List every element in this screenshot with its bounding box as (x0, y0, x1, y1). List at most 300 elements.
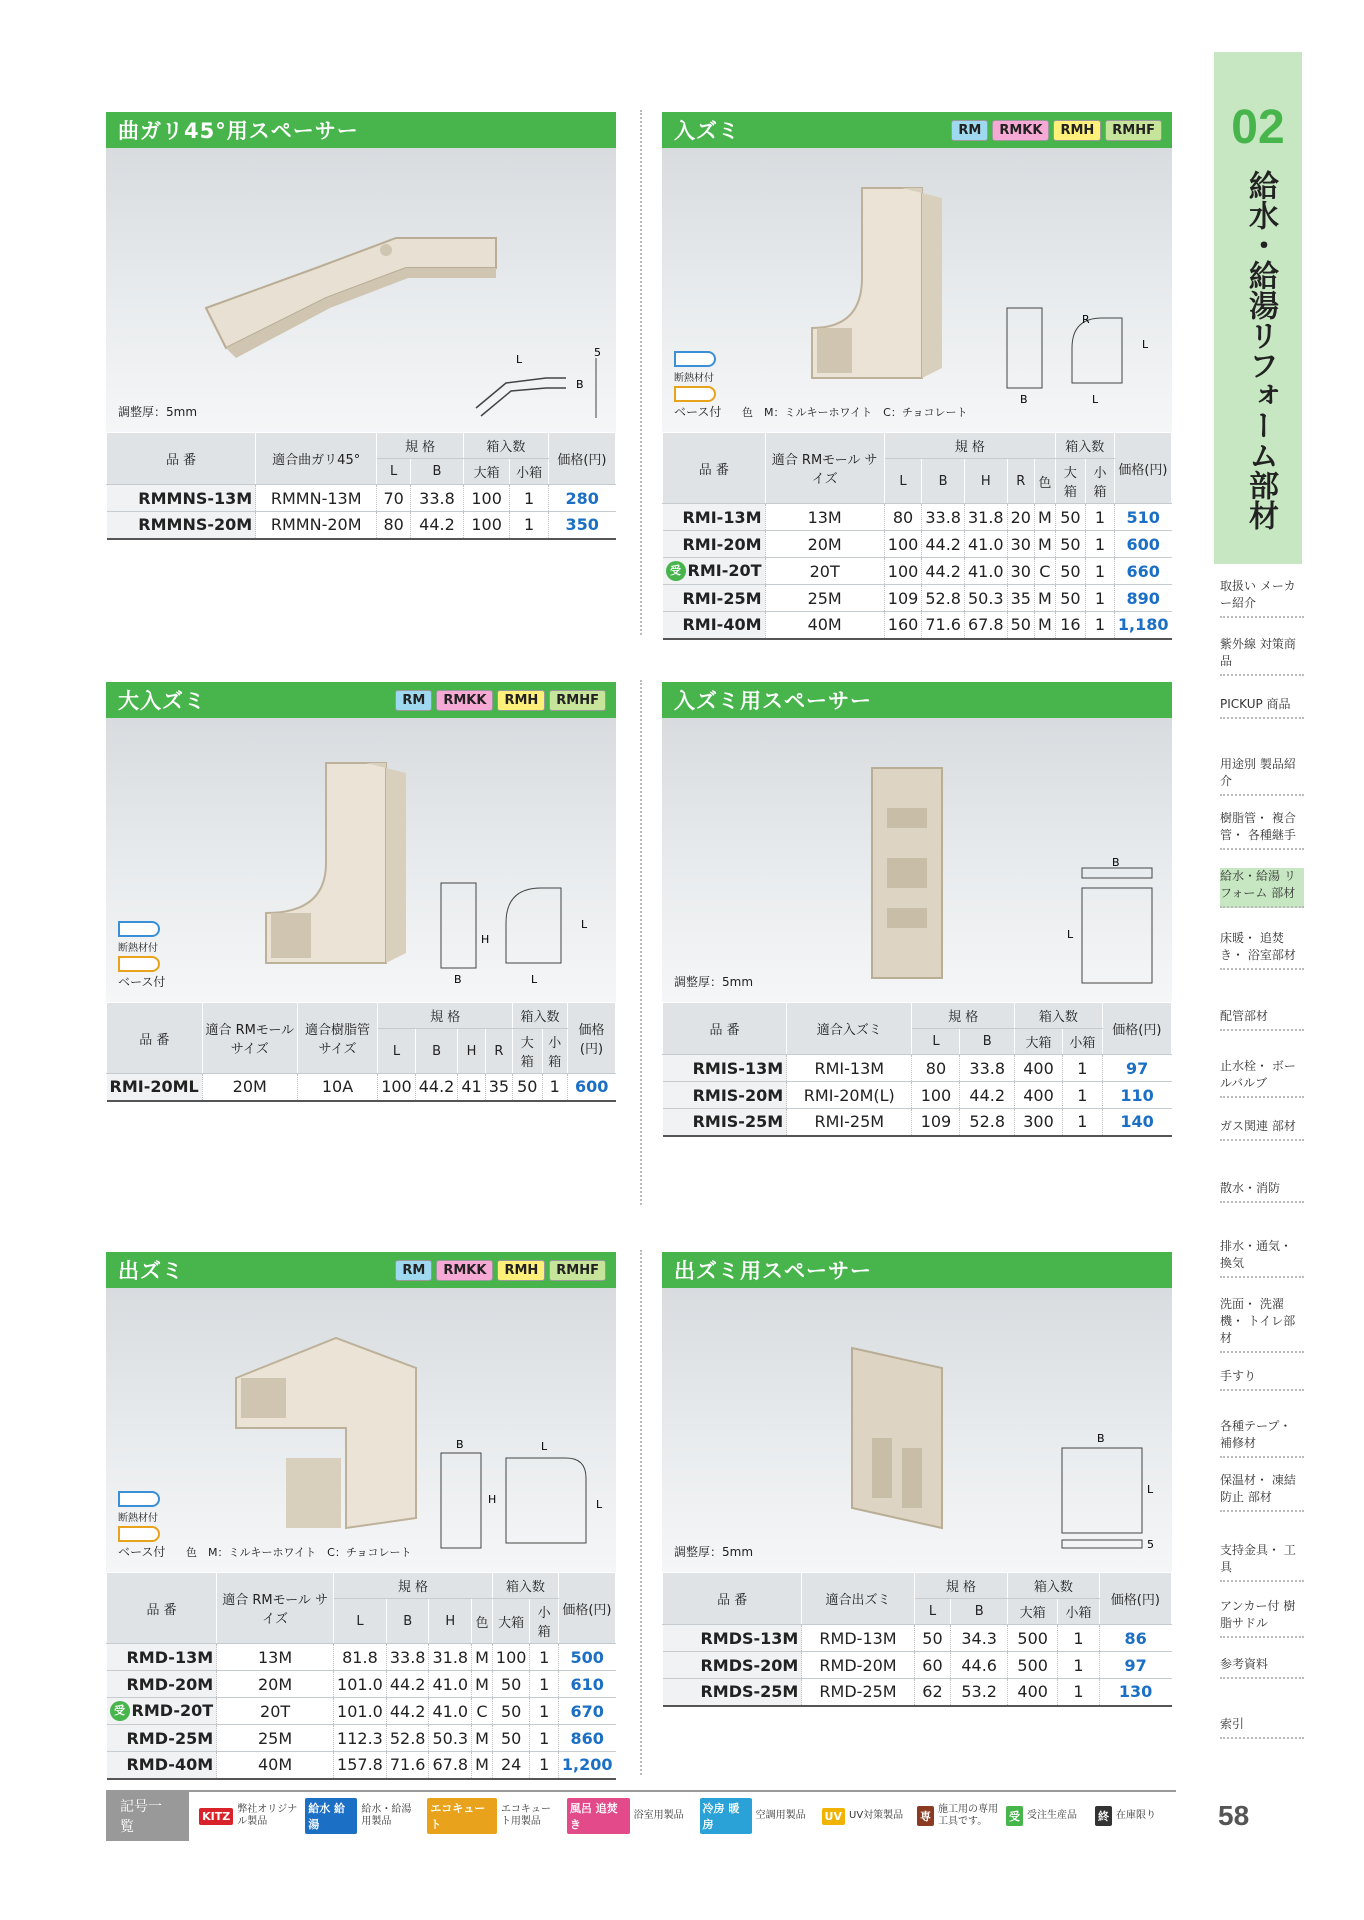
cell-value: 1 (549, 1077, 560, 1097)
sidebar-nav-item[interactable]: 参考資料 (1220, 1656, 1304, 1679)
table-cell (922, 558, 965, 585)
footer-symbol-item (567, 1798, 692, 1834)
cell-value: RMI-25M (814, 1112, 885, 1132)
cell-value: RMIS-20M (692, 1085, 784, 1105)
svg-text:B: B (454, 973, 462, 986)
price-cell (1102, 1109, 1171, 1136)
col-L: L (912, 1029, 960, 1055)
table-cell (802, 1652, 914, 1679)
col-spec: 規 格 (378, 1003, 513, 1029)
legend (118, 1489, 160, 1544)
badge-rm: RM (951, 120, 988, 141)
product-code-cell (107, 1644, 217, 1671)
table-cell (914, 1679, 951, 1706)
section-title: 曲ガリ45°用スペーサー (118, 119, 359, 143)
spec-table (662, 432, 1172, 640)
cell-value: 130 (1118, 1682, 1153, 1702)
section-header (106, 682, 616, 718)
cell-value: 67.8 (967, 615, 1004, 635)
table-cell (492, 1725, 530, 1752)
series-badges (951, 120, 1162, 141)
svg-text:H: H (481, 933, 490, 946)
col-size: 適合 RMモール サイズ (217, 1573, 334, 1644)
cell-value: 13M (807, 507, 842, 527)
table-cell (912, 1109, 960, 1136)
cell-value: 50 (1060, 534, 1081, 554)
table-cell (1014, 1082, 1062, 1109)
section-title: 大入ズミ (118, 689, 206, 713)
table-cell (951, 1625, 1008, 1652)
col-big: 大箱 (492, 1599, 530, 1644)
footer-symbol-item (822, 1798, 909, 1834)
table-cell (429, 1752, 472, 1779)
footer-items (199, 1798, 1176, 1834)
cell-value: 510 (1126, 507, 1160, 527)
cell-value: M (1037, 507, 1052, 527)
product-code-cell (663, 1679, 802, 1706)
badge-rmh: RMH (497, 1260, 545, 1281)
footer-symbol-text: エコキュート用製品 (500, 1804, 551, 1827)
table-cell (1014, 1055, 1062, 1082)
table-row (107, 1074, 616, 1101)
cell-value: 50 (501, 1728, 522, 1748)
table-body (107, 1074, 616, 1101)
cell-value: 101.0 (337, 1701, 383, 1721)
footer-symbol-item (305, 1798, 419, 1834)
cell-value: 1 (1073, 1628, 1084, 1648)
cell-value: 62 (922, 1682, 943, 1702)
table-cell (334, 1752, 387, 1779)
cell-value: RMD-20M (126, 1674, 214, 1694)
table-cell (1007, 585, 1034, 612)
section-irizumi (662, 112, 1172, 640)
footer-symbol-text: UV対策製品 (849, 1810, 904, 1821)
col-spec: 規 格 (884, 433, 1055, 459)
table-cell (1034, 531, 1055, 558)
footer-symbol-text: 浴室用製品 (633, 1810, 684, 1821)
col-price: 価格(円) (1114, 433, 1171, 504)
col-big: 大箱 (513, 1029, 542, 1074)
price-cell (558, 1698, 615, 1725)
footer-symbol-item (427, 1798, 559, 1834)
col-H: H (458, 1029, 485, 1074)
cell-value: RMD-20M (819, 1655, 897, 1675)
table-row (107, 1644, 616, 1671)
table-cell (1008, 1679, 1058, 1706)
cell-value: 1 (1073, 1655, 1084, 1675)
table-row (107, 1752, 616, 1779)
footer-symbol-icon: KITZ (199, 1808, 233, 1825)
cell-value: 35 (488, 1077, 510, 1097)
cell-value: RMI-40M (682, 615, 762, 635)
table-cell (217, 1671, 334, 1698)
footer-symbol-text: 施工用の専用工具です。 (938, 1804, 998, 1827)
table-cell (1014, 1109, 1062, 1136)
footer-symbol-text: 給水・給湯用製品 (361, 1804, 412, 1827)
footer-symbol-icon: UV (822, 1808, 845, 1825)
col-box: 箱入数 (1055, 433, 1114, 459)
table-cell (530, 1644, 558, 1671)
dimension-drawing (436, 868, 606, 988)
table-cell (386, 1644, 429, 1671)
cell-value: 1,180 (1117, 615, 1169, 635)
table-cell (429, 1698, 472, 1725)
sidebar-nav-item[interactable]: 支持金具・ 工具 (1220, 1542, 1304, 1582)
cell-value: 70 (383, 488, 404, 508)
cell-value: 600 (1126, 534, 1160, 554)
cell-value: 25M (807, 588, 842, 608)
sidebar-nav-item[interactable]: 止水栓・ ボールバルブ (1220, 1058, 1304, 1098)
cell-value: 50.3 (432, 1728, 469, 1748)
cell-value: 13M (258, 1647, 293, 1667)
footer-heading: 記号一覧 (106, 1791, 189, 1841)
col-R: R (485, 1029, 512, 1074)
dimension-drawing (1062, 858, 1162, 988)
base-swatch (674, 386, 716, 402)
col-spec: 規 格 (377, 433, 464, 459)
cell-value: 41.0 (967, 534, 1004, 554)
cell-value: M (475, 1755, 489, 1775)
col-L: L (884, 459, 922, 504)
series-badges (395, 690, 606, 711)
spec-table (106, 1002, 616, 1102)
cell-value: C (1039, 561, 1051, 581)
svg-text:B: B (1020, 393, 1028, 406)
cell-value: 1 (1094, 534, 1106, 554)
cell-value: 20M (258, 1674, 293, 1694)
section-header (662, 112, 1172, 148)
color-note: 色 M：ミルキーホワイト C：チョコレート (742, 406, 968, 419)
cell-value: RMDS-20M (700, 1655, 799, 1675)
cell-value: 44.2 (389, 1674, 426, 1694)
product-illustration (862, 758, 952, 988)
table-cell (386, 1752, 429, 1779)
section-header (662, 682, 1172, 718)
product-code-cell (107, 1752, 217, 1779)
cell-value: 50 (1010, 615, 1031, 635)
table-cell (922, 612, 965, 639)
cell-value: 80 (383, 515, 404, 535)
badge-rmh: RMH (497, 690, 545, 711)
cell-value: 1 (1094, 507, 1106, 527)
cell-value: 97 (1125, 1058, 1149, 1078)
cell-value: 71.6 (389, 1755, 426, 1775)
table-cell (217, 1644, 334, 1671)
footer-symbol-text: 受注生産品 (1027, 1810, 1077, 1821)
product-photo (106, 718, 616, 1002)
cell-value: 109 (887, 588, 919, 608)
table-cell (463, 485, 510, 512)
table-cell (912, 1055, 960, 1082)
table-row (107, 1671, 616, 1698)
col-price: 価格(円) (558, 1573, 615, 1644)
col-B: B (386, 1599, 429, 1644)
sidebar-nav-item[interactable]: 保温材・ 凍結防止 部材 (1220, 1472, 1304, 1512)
table-cell (530, 1671, 558, 1698)
cell-value: 53.2 (961, 1682, 997, 1702)
sidebar-nav-item[interactable]: 排水・通気・ 換気 (1220, 1238, 1304, 1278)
cell-value: 1,200 (561, 1755, 613, 1775)
table-cell (884, 531, 922, 558)
table-cell (964, 558, 1007, 585)
col-spec: 規 格 (912, 1003, 1015, 1029)
product-photo (662, 1288, 1172, 1572)
insulated-swatch (118, 921, 160, 937)
table-cell (1058, 1679, 1099, 1706)
table-cell (492, 1752, 530, 1779)
table-cell (951, 1679, 1008, 1706)
table-row (107, 512, 616, 539)
col-H: H (964, 459, 1007, 504)
base-label: ベース付 (674, 405, 722, 419)
table-cell (334, 1725, 387, 1752)
table-cell (1055, 585, 1085, 612)
cell-value: RMMNS-13M (138, 488, 253, 508)
col-R: R (1007, 459, 1034, 504)
cell-value: RMD-40M (126, 1755, 214, 1775)
sidebar-nav-item[interactable]: 樹脂管・ 複合管・ 各種継手 (1220, 810, 1304, 850)
cell-value: 100 (495, 1647, 527, 1667)
col-L: L (914, 1599, 951, 1625)
section-title: 出ズミ用スペーサー (674, 1259, 872, 1283)
table-cell (765, 612, 884, 639)
col-B: B (960, 1029, 1015, 1055)
table-cell (884, 504, 922, 531)
cell-value: 41.0 (432, 1674, 469, 1694)
cell-value: 10A (321, 1077, 354, 1097)
table-cell (1063, 1055, 1103, 1082)
table-row (663, 1652, 1172, 1679)
cell-value: 20T (809, 561, 840, 581)
dimension-drawing (1052, 1428, 1162, 1558)
cell-value: 20M (232, 1077, 267, 1097)
cell-value: 52.8 (925, 588, 961, 608)
cell-value: 1 (1073, 1682, 1084, 1702)
cell-value: 80 (892, 507, 914, 527)
table-body (663, 1055, 1172, 1136)
sidebar-nav-item[interactable]: 配管部材 (1220, 1008, 1304, 1031)
table-cell (510, 512, 548, 539)
cell-value: 50.3 (967, 588, 1004, 608)
svg-text:L: L (1142, 338, 1149, 351)
price-cell (1114, 585, 1171, 612)
cell-value: 60 (922, 1655, 943, 1675)
made-to-order-icon: 受 (110, 1701, 130, 1721)
cell-value: RMI-20M (682, 534, 762, 554)
cell-value: 41.0 (432, 1701, 469, 1721)
footer-symbol-icon: 給水 給湯 (305, 1798, 357, 1834)
col-color: 色 (472, 1599, 493, 1644)
sidebar-nav-item[interactable]: 紫外線 対策商品 (1220, 636, 1304, 676)
cell-value: RMD-25M (126, 1728, 214, 1748)
sidebar-nav-item[interactable]: 用途別 製品紹介 (1220, 756, 1304, 796)
product-illustration (216, 1318, 446, 1538)
cell-value: 300 (1023, 1112, 1054, 1132)
cell-value: 44.2 (969, 1085, 1006, 1105)
table-cell (377, 485, 411, 512)
footer-symbol-text: 在庫限り (1116, 1810, 1156, 1821)
col-box: 箱入数 (1008, 1573, 1100, 1599)
insulated-label: 断熱材付 (118, 1513, 158, 1524)
table-cell (964, 612, 1007, 639)
cell-value: 35 (1010, 588, 1031, 608)
svg-text:L: L (541, 1440, 548, 1453)
cell-value: 1 (1077, 1112, 1088, 1132)
product-code-cell (107, 1725, 217, 1752)
footer-symbol-item (1006, 1798, 1087, 1834)
table-cell (884, 585, 922, 612)
col-price: 価格(円) (1102, 1003, 1171, 1055)
sidebar-nav-item[interactable]: 床暖・ 追焚き・ 浴室部材 (1220, 930, 1304, 970)
footer-symbol-item (917, 1798, 998, 1834)
sidebar-nav-item[interactable]: 取扱い メーカー紹介 (1220, 578, 1304, 618)
col-small: 小箱 (1086, 459, 1115, 504)
product-code-cell (107, 1074, 203, 1101)
product-photo (106, 1288, 616, 1572)
cell-value: 20T (260, 1701, 291, 1721)
table-cell (1034, 585, 1055, 612)
cell-value: 400 (1017, 1682, 1048, 1702)
svg-text:B: B (456, 1438, 464, 1451)
cell-value: 1 (524, 488, 535, 508)
cell-value: 41 (461, 1077, 482, 1097)
table-cell (964, 585, 1007, 612)
table-row (663, 531, 1172, 558)
cell-value: RMD-13M (126, 1647, 214, 1667)
svg-text:L: L (1067, 928, 1074, 941)
col-box: 箱入数 (463, 433, 548, 459)
cell-value: 109 (920, 1112, 952, 1132)
table-cell (202, 1074, 297, 1101)
cell-value: 50 (501, 1701, 522, 1721)
cell-value: 500 (1017, 1628, 1048, 1648)
table-row (663, 612, 1172, 639)
table-cell (542, 1074, 567, 1101)
cell-value: 34.3 (961, 1628, 997, 1648)
sidebar-nav-item[interactable]: PICKUP 商品 (1220, 696, 1304, 719)
table-cell (411, 485, 464, 512)
table-cell (1034, 504, 1055, 531)
price-cell (1114, 504, 1171, 531)
table-cell (463, 512, 510, 539)
section-title: 入ズミ用スペーサー (674, 689, 872, 713)
legend (118, 919, 160, 974)
product-illustration (792, 178, 992, 398)
sidebar-nav-item[interactable]: 索引 (1220, 1716, 1304, 1739)
table-cell (960, 1082, 1015, 1109)
col-big: 大箱 (1055, 459, 1085, 504)
table-cell (802, 1679, 914, 1706)
cell-value: 97 (1124, 1655, 1147, 1675)
cell-value: 100 (471, 488, 502, 508)
sidebar-nav-item[interactable]: ガス関連 部材 (1220, 1118, 1304, 1141)
table-cell (951, 1652, 1008, 1679)
col-compat: 適合出ズミ (802, 1573, 914, 1625)
sidebar-nav-item[interactable]: 手すり (1220, 1368, 1304, 1391)
price-cell (1102, 1055, 1171, 1082)
svg-text:L: L (596, 1498, 603, 1511)
cell-value: 50 (517, 1077, 538, 1097)
cell-value: M (1037, 615, 1052, 635)
table-cell (415, 1074, 458, 1101)
cell-value: 1 (539, 1755, 550, 1775)
table-cell (334, 1671, 387, 1698)
section-spacer-45 (106, 112, 616, 540)
cell-value: 157.8 (337, 1755, 383, 1775)
cell-value: 280 (565, 488, 599, 508)
svg-text:5: 5 (594, 348, 601, 359)
svg-text:L: L (1092, 393, 1099, 406)
cell-value: 100 (471, 515, 502, 535)
col-compat: 適合入ズミ (787, 1003, 912, 1055)
table-cell (386, 1698, 429, 1725)
price-cell (1114, 558, 1171, 585)
table-cell (964, 504, 1007, 531)
cell-value: RMI-13M (814, 1058, 885, 1078)
product-photo (106, 148, 616, 432)
product-code-cell (107, 1698, 217, 1725)
cell-value: 500 (1017, 1655, 1048, 1675)
product-code-cell (107, 485, 256, 512)
cell-value: RMMN-13M (270, 488, 362, 508)
section-header (662, 1252, 1172, 1288)
table-row (663, 1625, 1172, 1652)
adjust-note: 調整厚：5mm (118, 405, 198, 419)
sidebar-nav-item[interactable]: 散水・消防 (1220, 1180, 1304, 1203)
dimension-drawing (466, 348, 606, 428)
table-row (107, 1725, 616, 1752)
table-cell (217, 1752, 334, 1779)
price-cell (558, 1644, 615, 1671)
table-cell (1055, 558, 1085, 585)
sidebar-nav-item[interactable]: 給水・給湯 リフォーム 部材 (1220, 868, 1304, 908)
cell-value: 40M (807, 615, 842, 635)
cell-value: RMDS-25M (700, 1682, 799, 1702)
price-cell (548, 485, 615, 512)
table-cell (1086, 558, 1115, 585)
cell-value: 31.8 (432, 1647, 469, 1667)
table-row (663, 558, 1172, 585)
svg-text:H: H (488, 1493, 497, 1506)
cell-value: RMI-13M (682, 507, 762, 527)
table-cell (960, 1055, 1015, 1082)
cell-value: 44.6 (961, 1655, 997, 1675)
col-size: 適合 RMモール サイズ (202, 1003, 297, 1074)
cell-value: 1 (1077, 1085, 1088, 1105)
table-cell (386, 1725, 429, 1752)
table-cell (429, 1671, 472, 1698)
table-cell (386, 1671, 429, 1698)
table-cell (458, 1074, 485, 1101)
table-cell (334, 1644, 387, 1671)
table-cell (1086, 504, 1115, 531)
sidebar-nav-item[interactable]: 各種テープ・ 補修材 (1220, 1418, 1304, 1458)
cell-value: RMIS-13M (692, 1058, 784, 1078)
sidebar-nav-item[interactable]: アンカー付 樹脂サドル (1220, 1598, 1304, 1638)
cell-value: M (1037, 588, 1052, 608)
cell-value: RMD-20T (131, 1700, 214, 1720)
cell-value: 1 (524, 515, 535, 535)
svg-text:L: L (581, 918, 588, 931)
cell-value: 33.8 (389, 1647, 426, 1667)
sidebar-nav-item[interactable]: 洗面・ 洗濯機・ トイレ部材 (1220, 1296, 1304, 1353)
legend (674, 349, 716, 404)
footer-symbol-icon: 専 (917, 1806, 934, 1826)
price-cell (567, 1074, 615, 1101)
table-cell (1063, 1109, 1103, 1136)
cell-value: RMMNS-20M (138, 515, 253, 535)
col-code: 品 番 (663, 433, 766, 504)
